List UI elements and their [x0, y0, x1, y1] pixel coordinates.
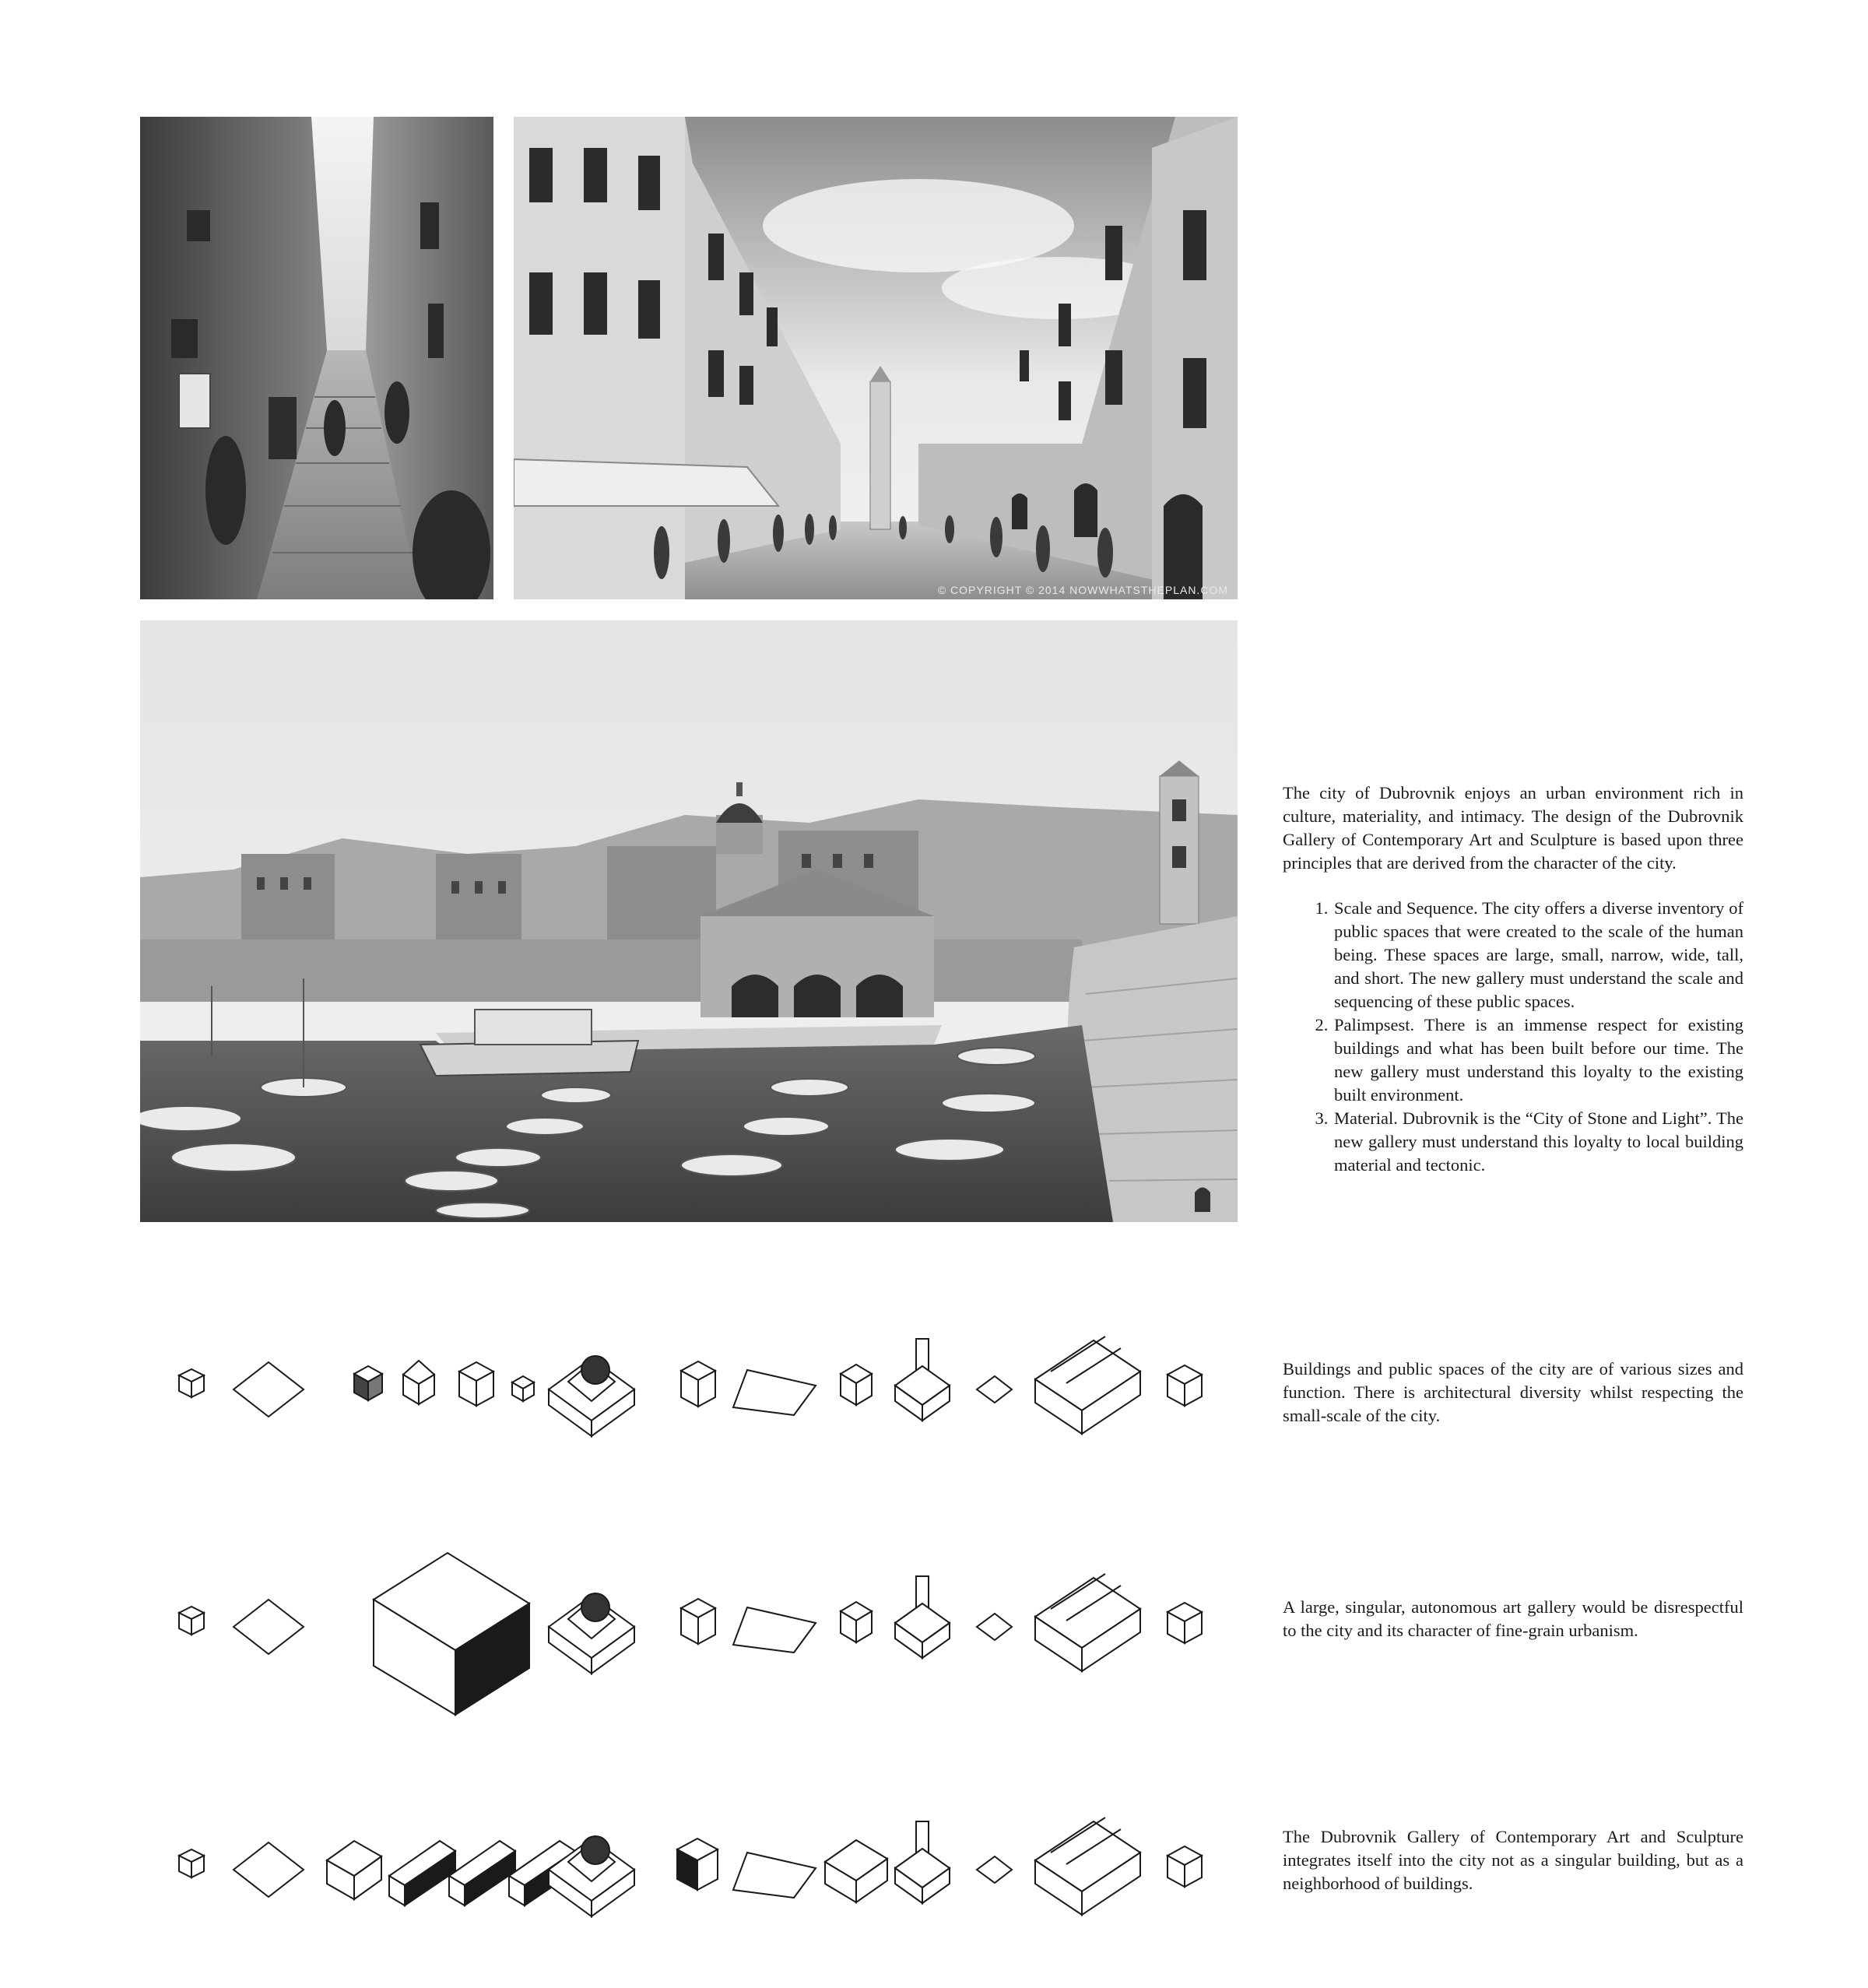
axo-bell-tower: [895, 1339, 950, 1421]
axo-public-square: [234, 1362, 304, 1417]
axo-palace-complex: [1035, 1336, 1140, 1434]
axo-cathedral: [549, 1593, 634, 1674]
axo-gallery-bar-2: [449, 1841, 515, 1905]
axo-small-building: [179, 1369, 204, 1397]
axo-small-square: [977, 1614, 1012, 1640]
intro-paragraph: The city of Dubrovnik enjoys an urban environment rich in culture, materiality, and intimacy. The design of the Dubrovnik Gallery of Contemporary Art and Sculpture is based upon three principles that are derived from the character of the city.: [1283, 783, 1743, 873]
axo-open-cube: [681, 1599, 715, 1644]
axo-small-square: [977, 1856, 1012, 1883]
photo-old-harbor: [140, 620, 1238, 1222]
axo-building-corner: [1168, 1603, 1202, 1643]
diagram-row-singular-gallery: [140, 1537, 1238, 1716]
axo-building-gable: [403, 1361, 434, 1404]
axo-large-gallery-block: [374, 1553, 529, 1715]
axo-public-square: [234, 1842, 304, 1897]
axo-building-corner: [1168, 1365, 1202, 1406]
axo-bell-tower: [895, 1821, 950, 1903]
diagram-row-city-buildings: [140, 1315, 1238, 1456]
axo-open-cube: [681, 1361, 715, 1407]
axo-plaza-trapezoid: [733, 1370, 816, 1415]
stradun-illustration: [514, 117, 1238, 599]
alley-illustration: [140, 117, 493, 599]
axo-plaza-trapezoid: [733, 1607, 816, 1653]
principle-item-scale: 1. Scale and Sequence. The city offers a diverse inventory of public spaces that were created to the scale of the human being. These spaces are large, small, narrow, wide, tall, and short. The new gallery must understand the scale and sequencing of these public spaces.: [1333, 897, 1743, 1013]
axo-cathedral: [549, 1356, 634, 1436]
axo-palace-complex: [1035, 1574, 1140, 1671]
diagram-row-neighborhood: [140, 1806, 1238, 1923]
axonometric-diagram-row-2: [140, 1537, 1238, 1716]
axo-building-dark: [354, 1366, 382, 1400]
axo-gallery-bar-1: [389, 1841, 455, 1905]
principle-item-material: 3. Material. Dubrovnik is the “City of Stone and Light”. The new gallery must understand this loyalty to local building material and tectonic.: [1333, 1107, 1743, 1177]
axo-bell-tower: [895, 1576, 950, 1658]
axo-small-square: [977, 1376, 1012, 1403]
axonometric-diagram-row-3: [140, 1806, 1238, 1923]
axo-building-medium: [841, 1602, 872, 1642]
axo-public-square: [234, 1600, 304, 1654]
photo-stradun-street: [514, 117, 1238, 599]
caption-row-3: The Dubrovnik Gallery of Contemporary Art and Sculpture integrates itself into the city not as a singular building, but as a neighborhood of buildings.: [1283, 1827, 1743, 1893]
harbor-illustration: [140, 620, 1238, 1222]
caption-row-2: A large, singular, autonomous art gallery would be disrespectful to the city and its character of fine-grain urbanism.: [1283, 1597, 1743, 1640]
principle-item-palimpsest: 2. Palimpsest. There is an immense respect for existing buildings and what has been built before our time. The new gallery must understand this loyalty to the existing built environment.: [1333, 1013, 1743, 1107]
axo-building-tall: [459, 1362, 493, 1406]
axo-gallery-hall: [825, 1840, 887, 1902]
axo-small-building: [179, 1849, 204, 1877]
axo-building-corner: [1168, 1846, 1202, 1887]
intro-text-block: [1283, 782, 1743, 1177]
axo-plaza-trapezoid: [733, 1853, 816, 1898]
axo-small-building: [179, 1607, 204, 1635]
photo-alley-steps: [140, 117, 493, 599]
axo-building-medium: [841, 1365, 872, 1405]
photo-watermark: © COPYRIGHT © 2014 NOWWHATSTHEPLAN.COM: [937, 584, 1228, 596]
caption-row-1: Buildings and public spaces of the city are of various sizes and function. There is architectural diversity whilst respecting the small-scale of the city.: [1283, 1359, 1743, 1425]
axo-gallery-dark-cube: [677, 1839, 718, 1890]
axo-palace-complex: [1035, 1818, 1140, 1915]
axonometric-diagram-row-1: [140, 1315, 1238, 1456]
axo-building-tiny: [512, 1376, 534, 1401]
axo-gallery-unit-1: [327, 1841, 381, 1899]
principles-list: [1283, 897, 1743, 1177]
